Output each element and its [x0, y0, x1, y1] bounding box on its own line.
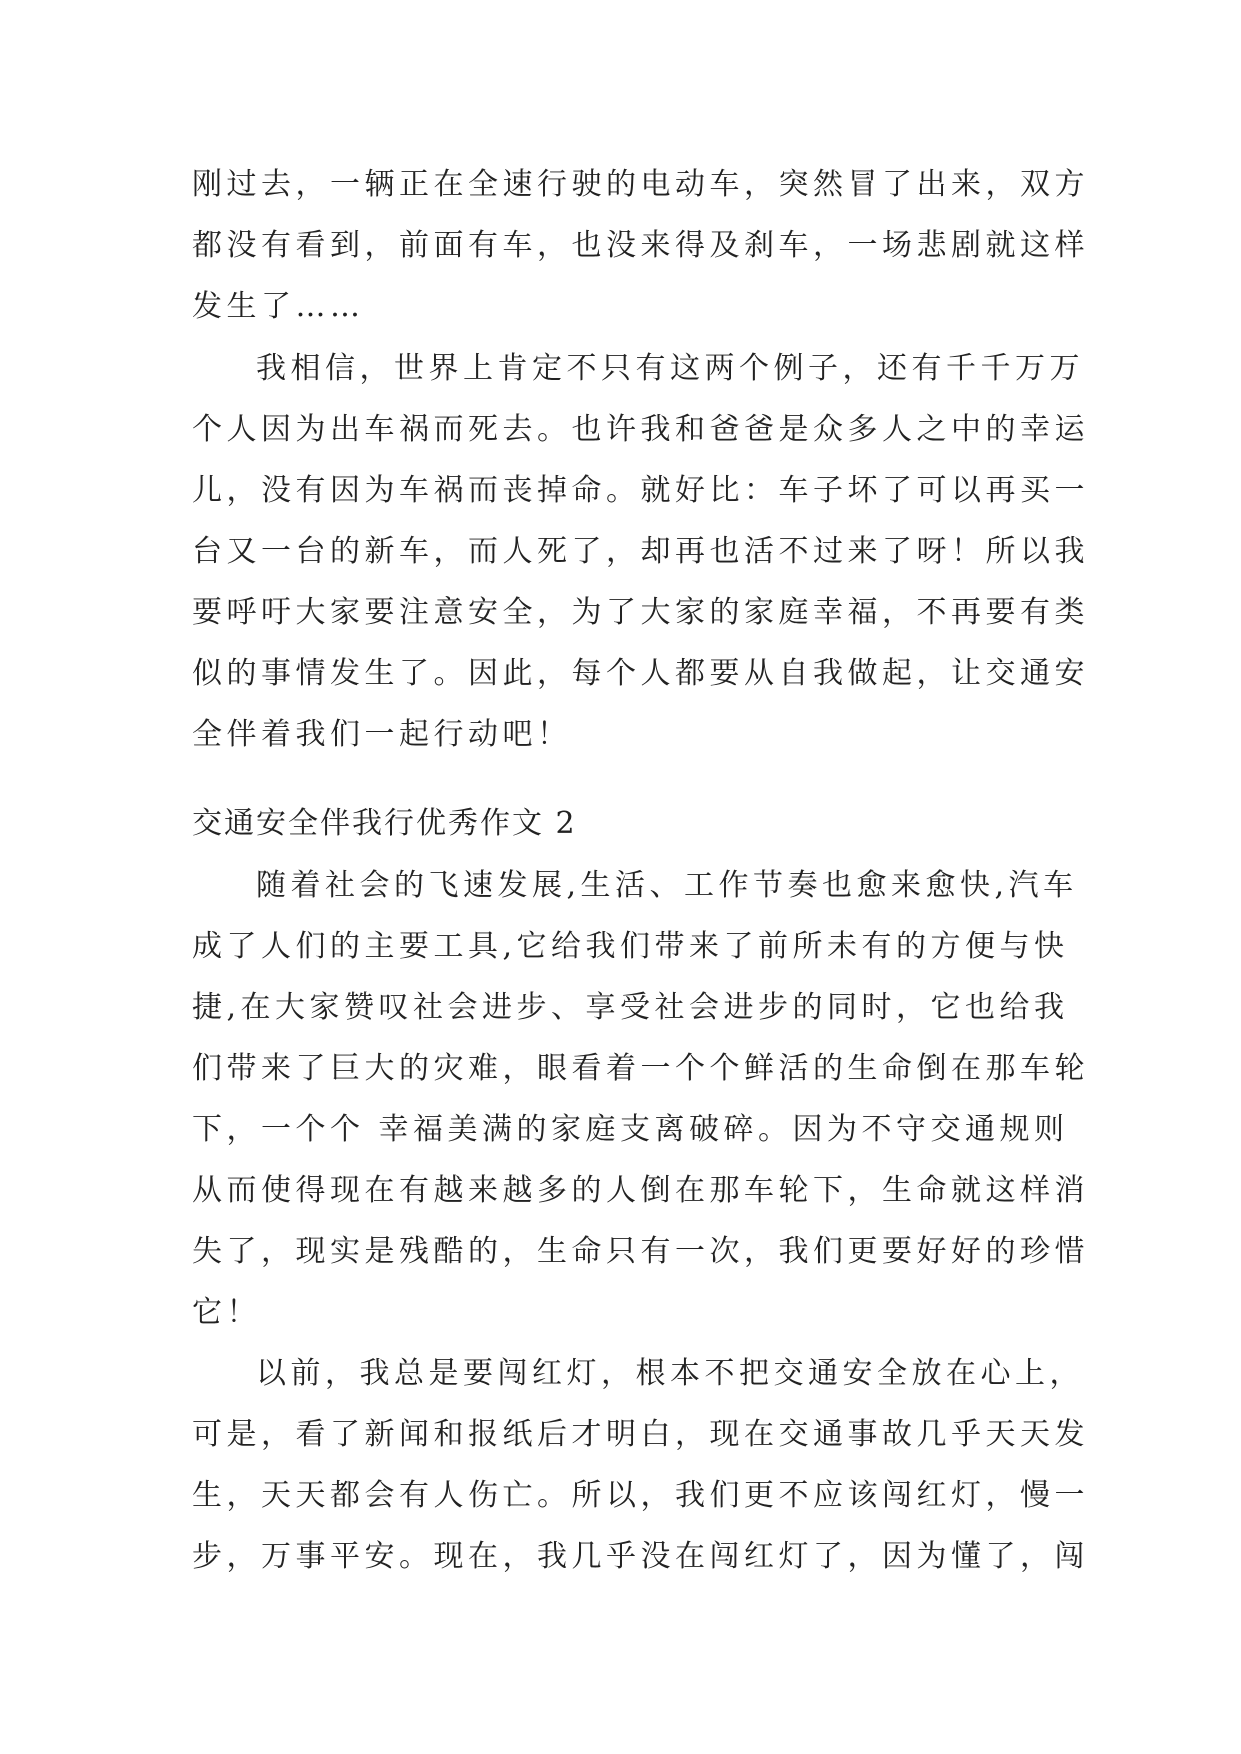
- section-title: 交通安全伴我行优秀作文 2: [192, 806, 577, 841]
- paragraph-4-line-1: 以前，我总是要闯红灯，根本不把交通安全放在心上，: [256, 1356, 1084, 1391]
- paragraph-3-line-2: 成了人们的主要工具,它给我们带来了前所未有的方便与快: [192, 929, 1069, 964]
- paragraph-2-line-7: 全伴着我们一起行动吧！: [192, 717, 572, 752]
- paragraph-3-line-4: 们带来了巨大的灾难，眼看着一个个鲜活的生命倒在那车轮: [192, 1051, 1089, 1086]
- paragraph-1-line-2: 都没有看到，前面有车，也没来得及刹车，一场悲剧就这样: [192, 228, 1089, 263]
- paragraph-2-line-3: 儿，没有因为车祸而丧掉命。就好比：车子坏了可以再买一: [192, 473, 1089, 508]
- paragraph-3-line-7: 失了，现实是残酷的，生命只有一次，我们更要好好的珍惜: [192, 1234, 1089, 1269]
- paragraph-2-line-1: 我相信，世界上肯定不只有这两个例子，还有千千万万: [256, 351, 1084, 386]
- paragraph-1-line-3: 发生了……: [192, 289, 365, 324]
- paragraph-3-line-6: 从而使得现在有越来越多的人倒在那车轮下，生命就这样消: [192, 1173, 1089, 1208]
- paragraph-4-line-2: 可是，看了新闻和报纸后才明白，现在交通事故几乎天天发: [192, 1417, 1089, 1452]
- paragraph-2-line-2: 个人因为出车祸而死去。也许我和爸爸是众多人之中的幸运: [192, 412, 1089, 447]
- paragraph-2-line-4: 台又一台的新车，而人死了，却再也活不过来了呀！所以我: [192, 534, 1089, 569]
- paragraph-2-line-5: 要呼吁大家要注意安全，为了大家的家庭幸福，不再要有类: [192, 595, 1089, 630]
- paragraph-4-line-4: 步，万事平安。现在，我几乎没在闯红灯了，因为懂了，闯: [192, 1539, 1089, 1574]
- paragraph-1-line-1: 刚过去，一辆正在全速行驶的电动车，突然冒了出来，双方: [192, 167, 1089, 202]
- paragraph-3-line-3: 捷,在大家赞叹社会进步、享受社会进步的同时，它也给我: [192, 990, 1069, 1025]
- paragraph-2-line-6: 似的事情发生了。因此，每个人都要从自我做起，让交通安: [192, 656, 1089, 691]
- paragraph-4-line-3: 生，天天都会有人伤亡。所以，我们更不应该闯红灯，慢一: [192, 1478, 1089, 1513]
- paragraph-3-line-1: 随着社会的飞速发展,生活、工作节奏也愈来愈快,汽车: [256, 868, 1078, 903]
- paragraph-3-line-5: 下，一个个 幸福美满的家庭支离破碎。因为不守交通规则: [192, 1112, 1069, 1147]
- paragraph-3-line-8: 它！: [192, 1295, 261, 1330]
